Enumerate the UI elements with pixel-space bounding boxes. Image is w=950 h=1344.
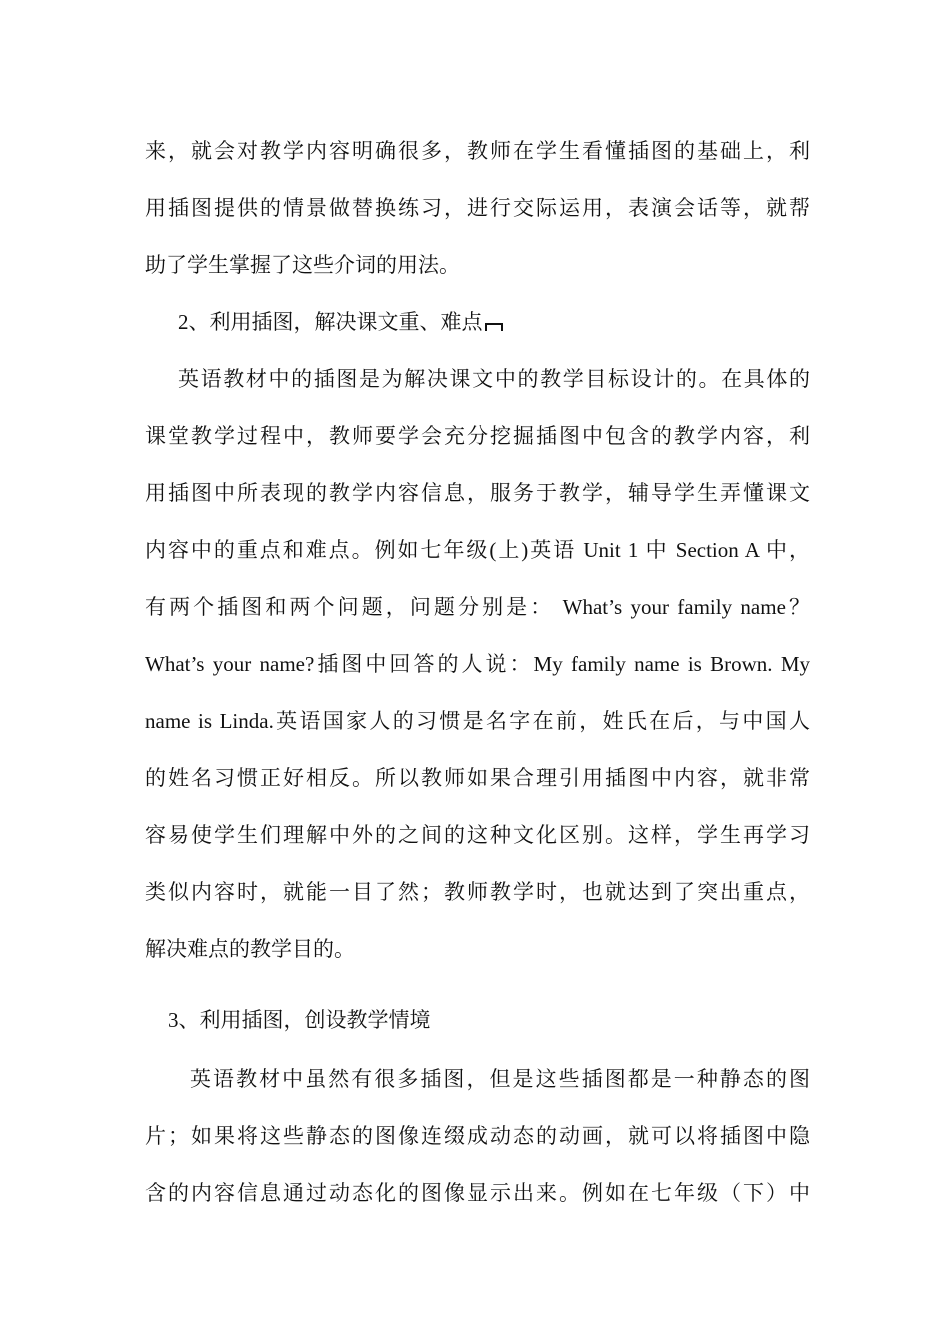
section-heading-text: 2、利用插图，解决课文重、难点 xyxy=(178,310,483,334)
edit-mark-icon xyxy=(485,323,503,331)
paragraph-line: 片；如果将这些静态的图像连缀成动态的动画，就可以将插图中隐 xyxy=(145,1124,810,1148)
paragraph-line: 的姓名习惯正好相反。所以教师如果合理引用插图中内容，就非常 xyxy=(145,766,810,790)
paragraph-line: 用插图提供的情景做替换练习，进行交际运用，表演会话等，就帮 xyxy=(145,196,810,220)
paragraph-line: 有两个插图和两个问题，问题分别是： What’s your family name？ xyxy=(145,595,810,619)
paragraph-line: 含的内容信息通过动态化的图像显示出来。例如在七年级（下）中 xyxy=(145,1181,810,1205)
paragraph-line: 助了学生掌握了这些介词的用法。 xyxy=(145,253,460,277)
section-heading-3: 3、利用插图，创设教学情境 xyxy=(168,1008,431,1032)
paragraph-line: name is Linda.英语国家人的习惯是名字在前，姓氏在后，与中国人 xyxy=(145,709,810,733)
section-heading-2 xyxy=(178,307,503,337)
paragraph-line: 用插图中所表现的教学内容信息，服务于教学，辅导学生弄懂课文 xyxy=(145,481,810,505)
paragraph-line: 类似内容时，就能一目了然；教师教学时，也就达到了突出重点， xyxy=(145,880,810,904)
paragraph-line: 英语教材中的插图是为解决课文中的教学目标设计的。在具体的 xyxy=(178,367,810,391)
paragraph-line: 容易使学生们理解中外的之间的这种文化区别。这样，学生再学习 xyxy=(145,823,810,847)
paragraph-line: 课堂教学过程中，教师要学会充分挖掘插图中包含的教学内容，利 xyxy=(145,424,810,448)
paragraph-line: What’s your name?插图中回答的人说：My family name is Brown. My xyxy=(145,652,810,676)
paragraph-line: 英语教材中虽然有很多插图，但是这些插图都是一种静态的图 xyxy=(190,1067,810,1091)
paragraph-line: 内容中的重点和难点。例如七年级(上)英语 Unit 1 中 Section A 中， xyxy=(145,538,810,562)
paragraph-line: 来，就会对教学内容明确很多，教师在学生看懂插图的基础上，利 xyxy=(145,139,810,163)
paragraph-line: 解决难点的教学目的。 xyxy=(145,937,355,961)
